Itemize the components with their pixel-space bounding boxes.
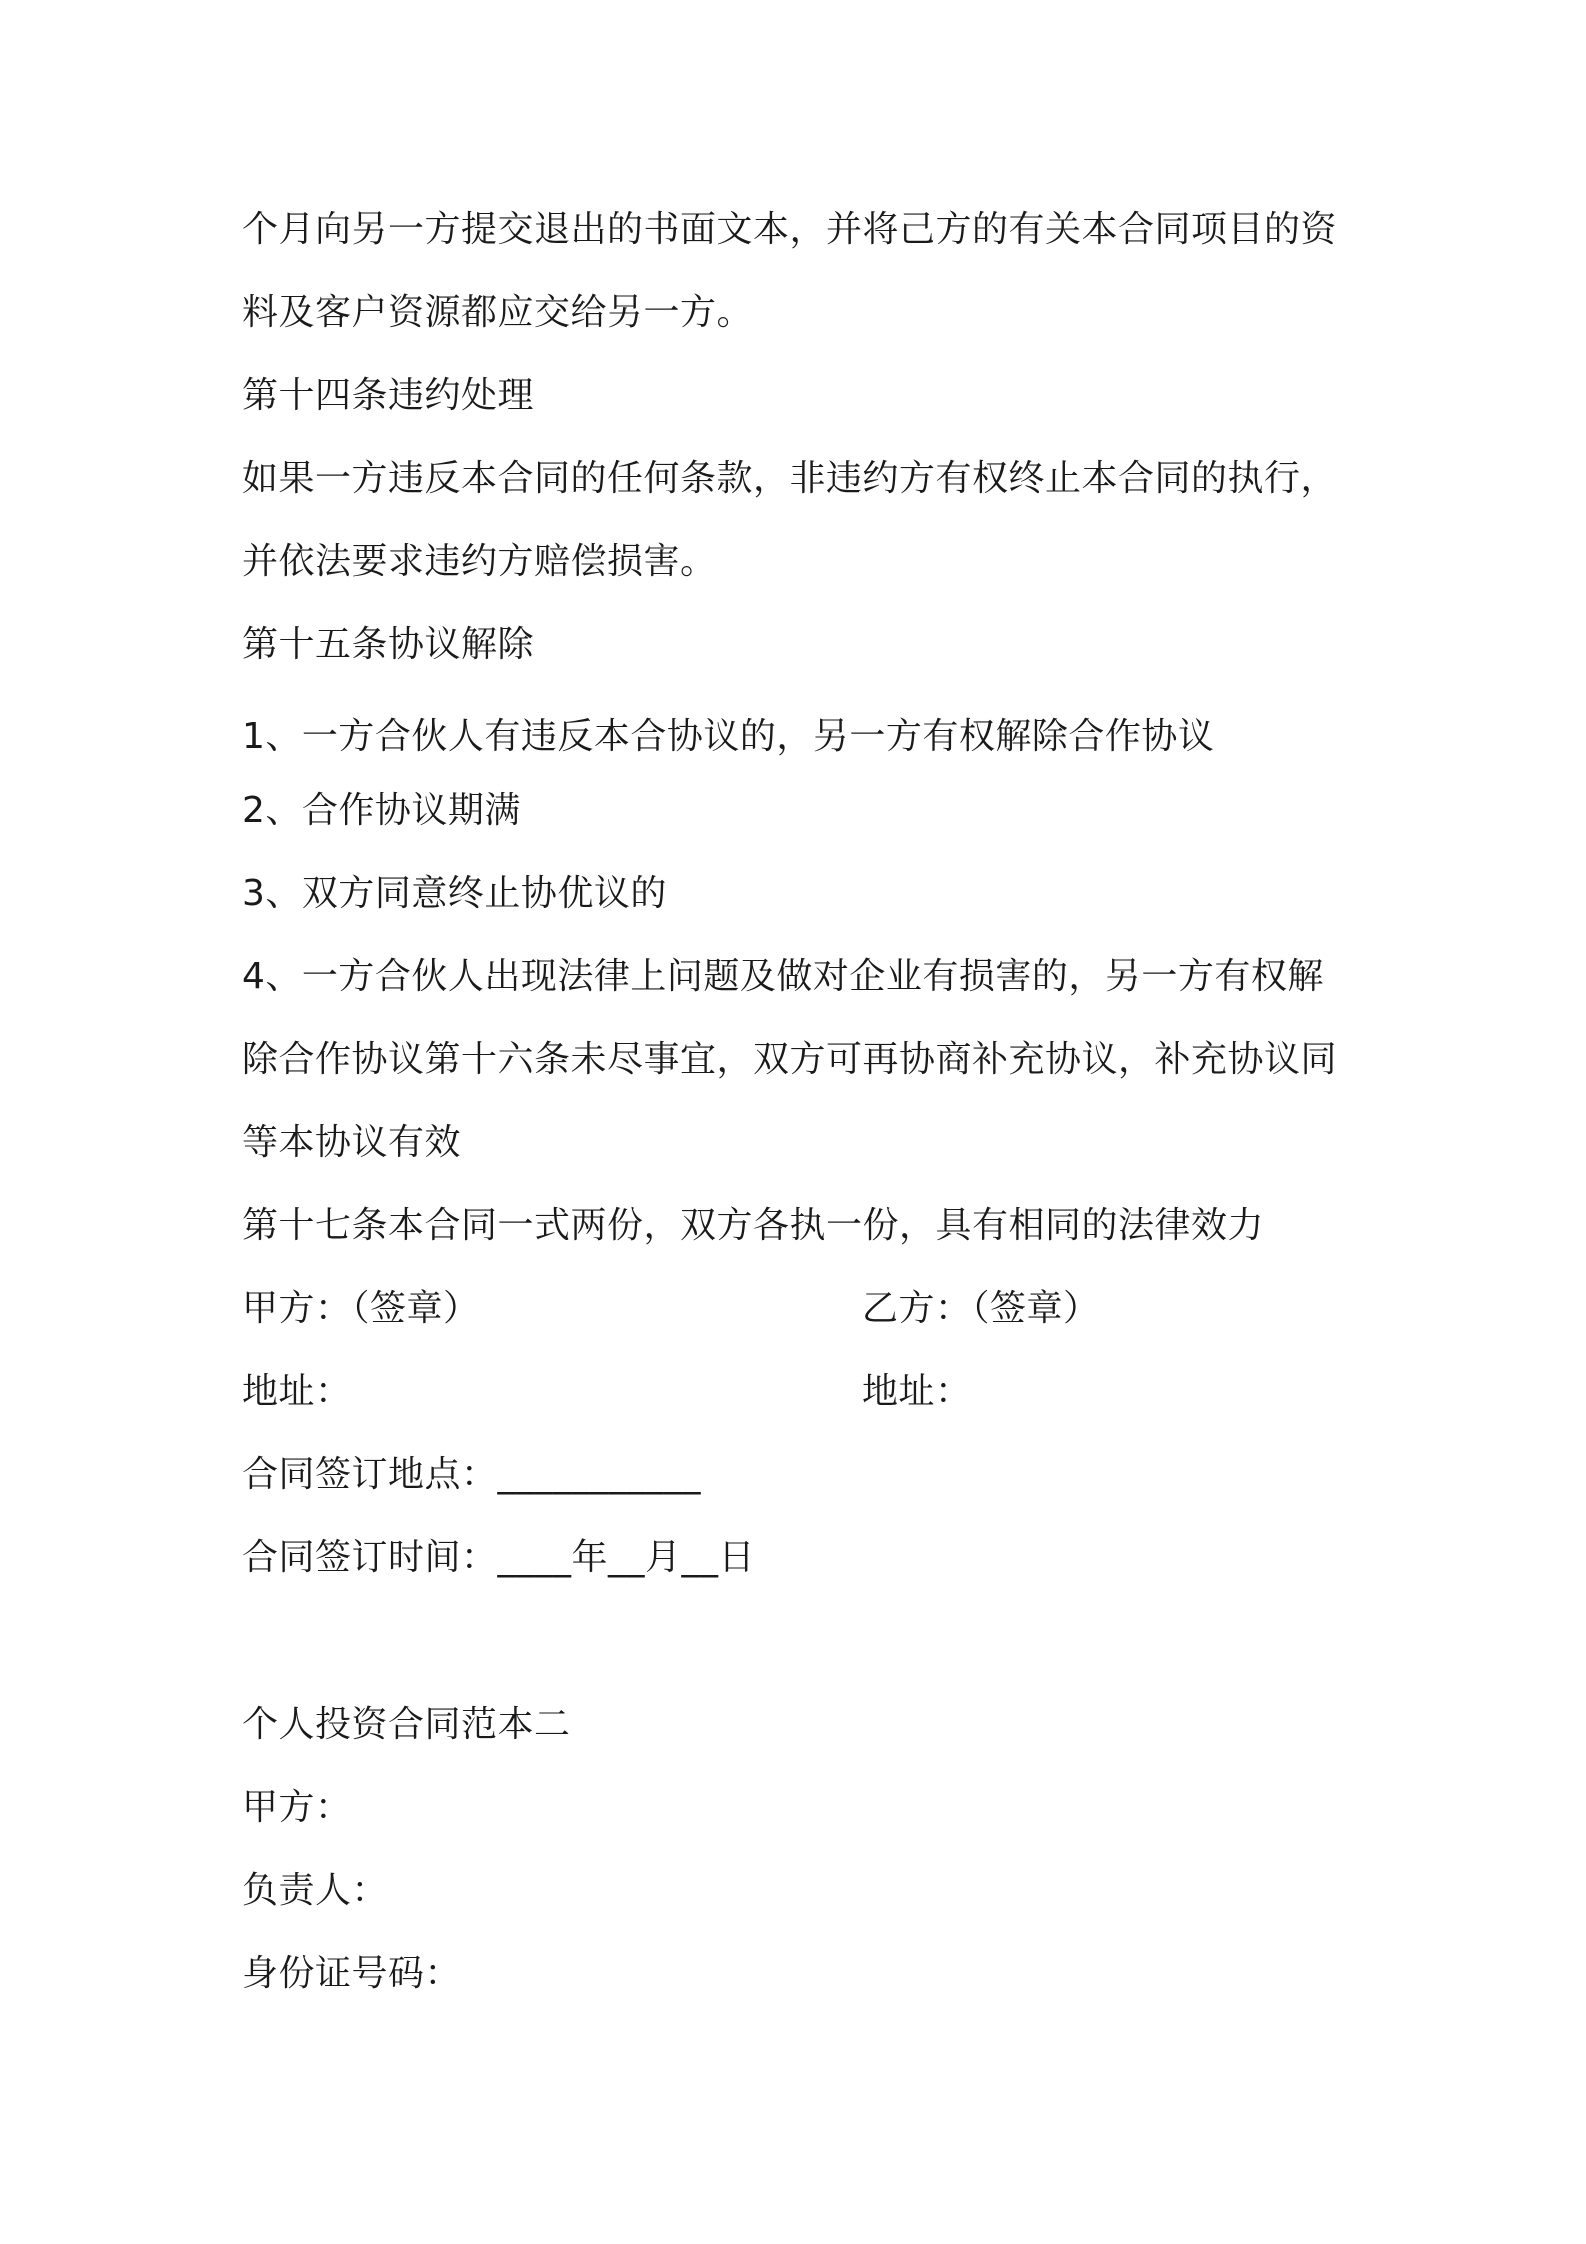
party-b-seal: 乙方：（签章） bbox=[862, 1288, 1100, 1329]
list-item-4: 4、一方合伙人出现法律上问题及做对企业有损害的，另一方有权解 bbox=[242, 956, 1324, 997]
party-a-seal: 甲方：（签章） bbox=[242, 1288, 480, 1329]
article-14-heading: 第十四条违约处理 bbox=[242, 375, 535, 416]
article-15-heading: 第十五条协议解除 bbox=[242, 624, 535, 665]
template2-title: 个人投资合同范本二 bbox=[242, 1704, 571, 1745]
body-text-line: 个月向另一方提交退出的书面文本，并将己方的有关本合同项目的资 bbox=[242, 209, 1338, 250]
article-17-line: 第十七条本合同一式两份，双方各执一份，具有相同的法律效力 bbox=[242, 1205, 1265, 1246]
body-text-line: 等本协议有效 bbox=[242, 1122, 462, 1163]
list-item-1: 1、一方合伙人有违反本合协议的，另一方有权解除合作协议 bbox=[242, 716, 1215, 757]
list-item-2: 2、合作协议期满 bbox=[242, 790, 521, 831]
sign-time: 合同签订时间：____年__月__日 bbox=[242, 1537, 756, 1578]
template2-responsible-person: 负责人： bbox=[242, 1870, 389, 1911]
party-b-address: 地址： bbox=[862, 1371, 972, 1412]
list-item-3: 3、双方同意终止协优议的 bbox=[242, 873, 667, 914]
body-text-line: 并依法要求违约方赔偿损害。 bbox=[242, 541, 717, 582]
sign-place: 合同签订地点：___________ bbox=[242, 1454, 702, 1495]
body-text-line: 如果一方违反本合同的任何条款，非违约方有权终止本合同的执行， bbox=[242, 458, 1338, 499]
body-text-line: 料及客户资源都应交给另一方。 bbox=[242, 292, 754, 333]
party-a-address: 地址： bbox=[242, 1371, 352, 1412]
template2-party-a: 甲方： bbox=[242, 1787, 352, 1828]
template2-id-number: 身份证号码： bbox=[242, 1953, 462, 1994]
body-text-line: 除合作协议第十六条未尽事宜，双方可再协商补充协议，补充协议同 bbox=[242, 1039, 1338, 1080]
